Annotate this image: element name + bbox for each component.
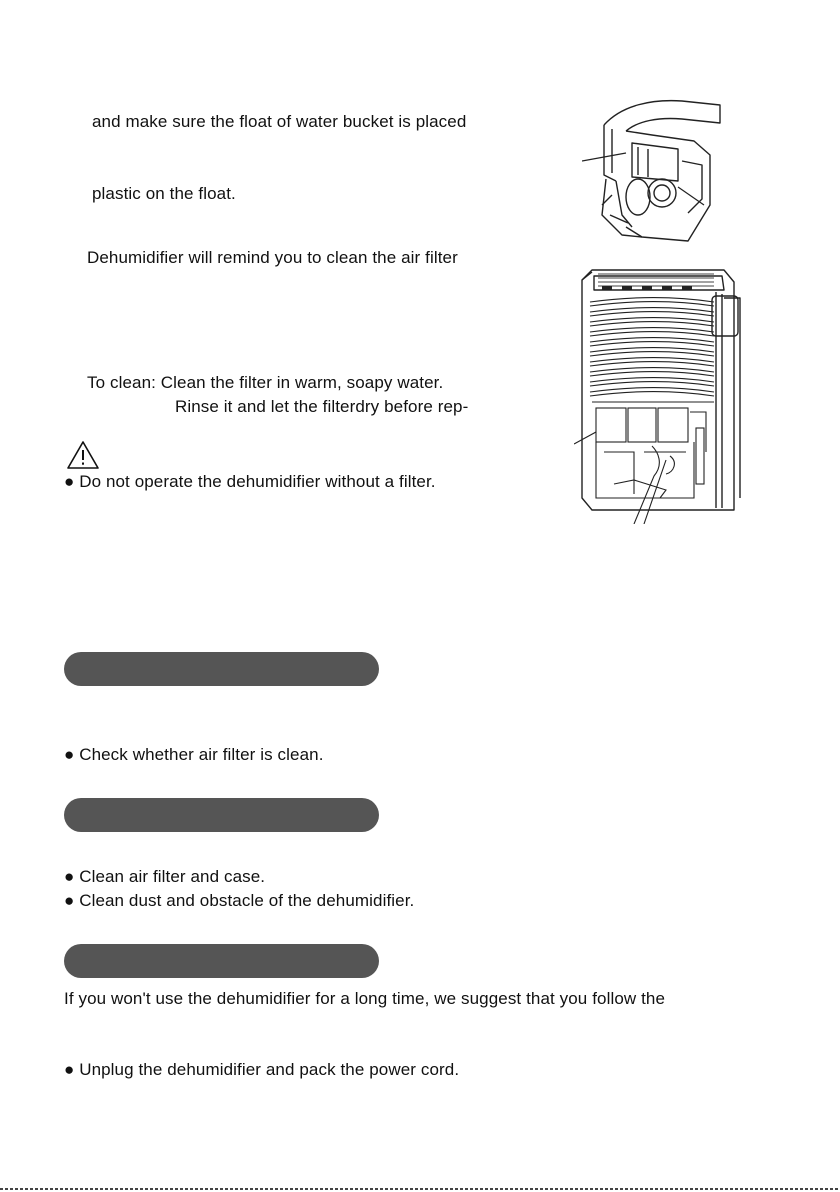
bottom-divider	[0, 1188, 840, 1190]
warning-text: ● Do not operate the dehumidifier without a filter.	[64, 472, 436, 491]
float-plastic-line: plastic on the float.	[92, 184, 236, 203]
list-item: ● Unplug the dehumidifier and pack the power cord.	[64, 1060, 460, 1079]
section-heading-pill	[64, 798, 379, 832]
section-heading-pill	[64, 652, 379, 686]
dehumidifier-filter-removal-illustration	[574, 262, 744, 524]
filter-remind-line: Dehumidifier will remind you to clean the air filter	[87, 248, 458, 267]
water-bucket-float-illustration	[582, 95, 724, 245]
rinse-instruction-line: Rinse it and let the filterdry before rep-	[175, 397, 469, 416]
storage-intro-text: If you won't use the dehumidifier for a long time, we suggest that you follow the	[64, 989, 666, 1008]
clean-instruction-line: To clean: Clean the filter in warm, soapy water.	[87, 373, 444, 392]
warning-triangle-icon	[66, 440, 100, 470]
list-item: ● Check whether air filter is clean.	[64, 745, 324, 764]
list-item: ● Clean dust and obstacle of the dehumidifier.	[64, 891, 415, 910]
float-instruction-line: and make sure the float of water bucket is placed	[92, 112, 467, 131]
list-item: ● Clean air filter and case.	[64, 867, 266, 886]
section-heading-pill	[64, 944, 379, 978]
